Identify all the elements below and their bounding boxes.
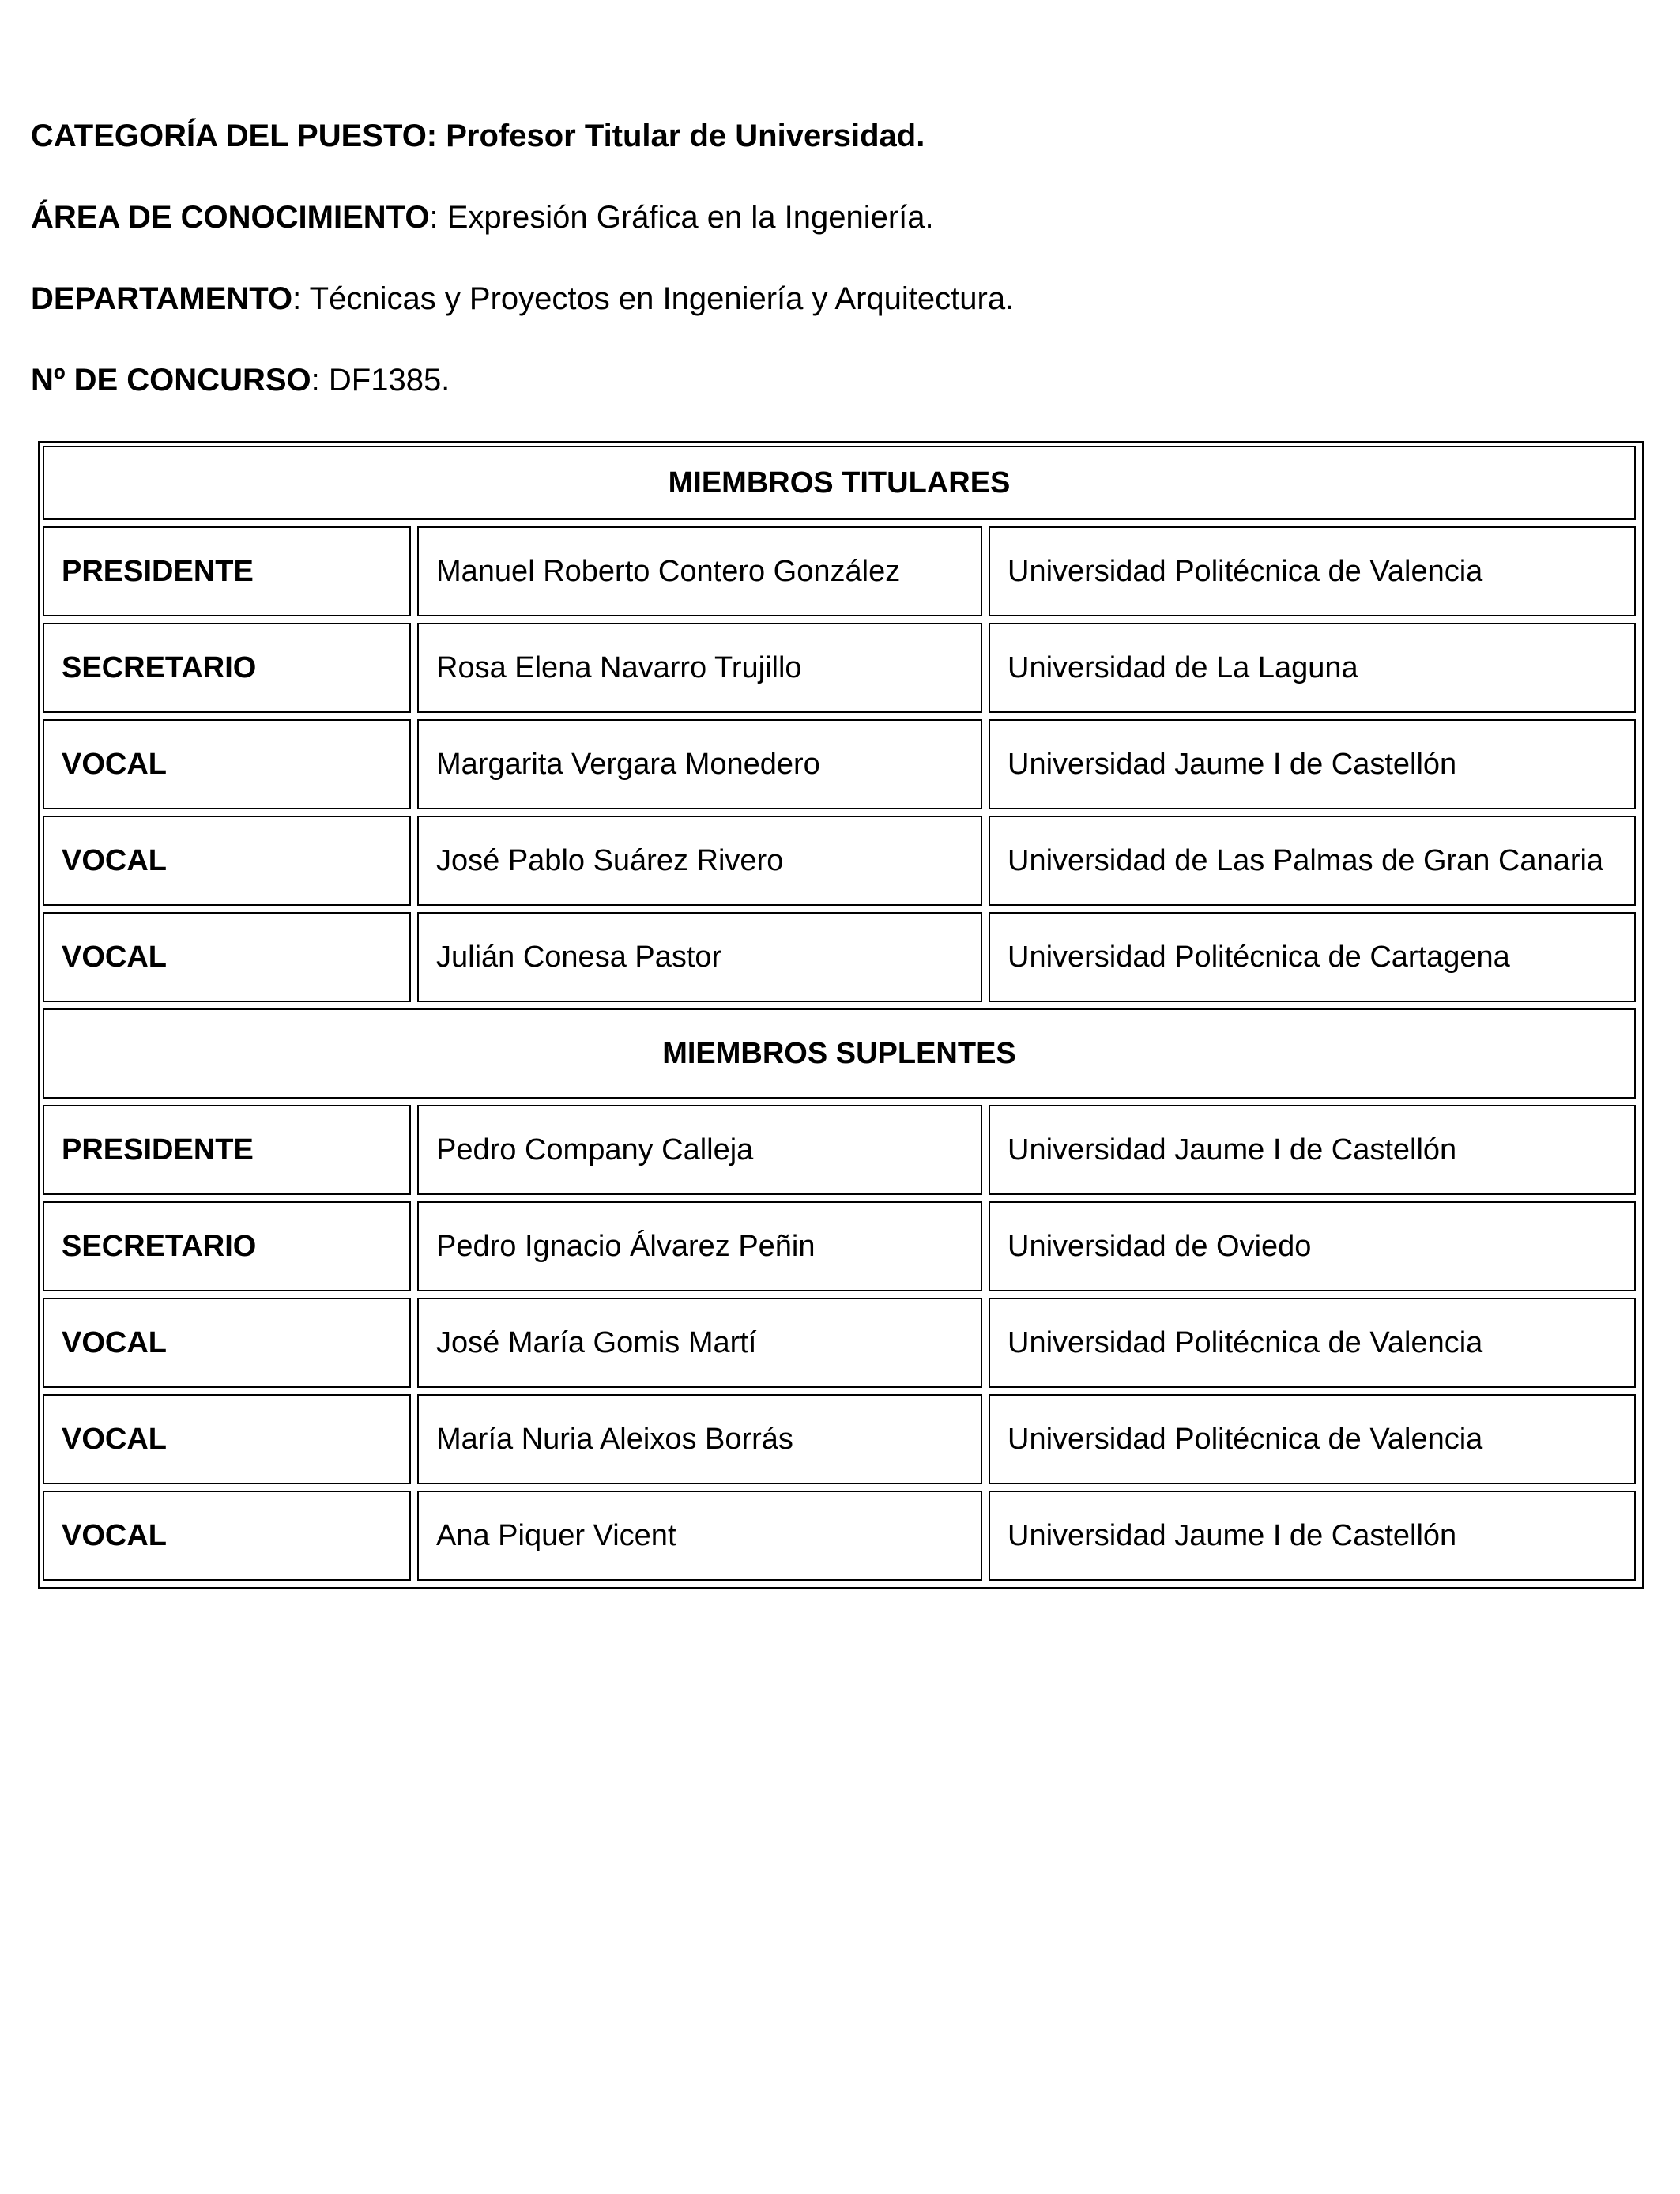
role-cell: VOCAL — [43, 1491, 411, 1581]
role-cell: VOCAL — [43, 816, 411, 906]
role-cell: VOCAL — [43, 1298, 411, 1388]
university-cell: Universidad de Las Palmas de Gran Canaria — [989, 816, 1636, 906]
university-cell: Universidad Jaume I de Castellón — [989, 1105, 1636, 1195]
university-cell: Universidad Politécnica de Valencia — [989, 1298, 1636, 1388]
name-cell: Rosa Elena Navarro Trujillo — [417, 623, 982, 713]
categoria-line — [31, 117, 925, 155]
committee-table — [36, 439, 1642, 1587]
university-cell: Universidad Politécnica de Cartagena — [989, 912, 1636, 1002]
university-cell: Universidad Jaume I de Castellón — [989, 1491, 1636, 1581]
area-separator: : — [429, 200, 439, 235]
role-cell: SECRETARIO — [43, 623, 411, 713]
name-cell: José María Gomis Martí — [417, 1298, 982, 1388]
university-cell: Universidad Politécnica de Valencia — [989, 1394, 1636, 1484]
area-value: Expresión Gráfica en la Ingeniería. — [438, 200, 934, 235]
name-cell: Manuel Roberto Contero González — [417, 526, 982, 616]
table-row — [43, 912, 1636, 1002]
departamento-label: DEPARTAMENTO — [31, 281, 293, 316]
table-row — [43, 816, 1636, 906]
name-cell: María Nuria Aleixos Borrás — [417, 1394, 982, 1484]
categoria-value: Profesor Titular de Universidad. — [446, 119, 925, 153]
university-cell: Universidad de La Laguna — [989, 623, 1636, 713]
table-row — [43, 1394, 1636, 1484]
committee-table-frame — [38, 441, 1644, 1589]
section-row-suplentes — [43, 1008, 1636, 1099]
table-row — [43, 1201, 1636, 1291]
table-row — [43, 623, 1636, 713]
role-cell: VOCAL — [43, 912, 411, 1002]
role-cell: PRESIDENTE — [43, 1105, 411, 1195]
departamento-value: Técnicas y Proyectos en Ingeniería y Arquitectura. — [301, 281, 1015, 316]
table-row — [43, 1491, 1636, 1581]
departamento-separator: : — [292, 281, 302, 316]
section-row-titulares — [43, 446, 1636, 520]
name-cell: Pedro Ignacio Álvarez Peñin — [417, 1201, 982, 1291]
area-label: ÁREA DE CONOCIMIENTO — [31, 200, 430, 235]
university-cell: Universidad Jaume I de Castellón — [989, 719, 1636, 809]
name-cell: Julián Conesa Pastor — [417, 912, 982, 1002]
university-cell: Universidad de Oviedo — [989, 1201, 1636, 1291]
name-cell: Ana Piquer Vicent — [417, 1491, 982, 1581]
concurso-line — [31, 361, 450, 399]
concurso-separator: : — [311, 363, 320, 398]
concurso-label: Nº DE CONCURSO — [31, 363, 311, 398]
role-cell: SECRETARIO — [43, 1201, 411, 1291]
section-heading-titulares: MIEMBROS TITULARES — [43, 446, 1636, 520]
table-row — [43, 1105, 1636, 1195]
name-cell: Pedro Company Calleja — [417, 1105, 982, 1195]
role-cell: VOCAL — [43, 719, 411, 809]
university-cell: Universidad Politécnica de Valencia — [989, 526, 1636, 616]
table-row — [43, 1298, 1636, 1388]
name-cell: José Pablo Suárez Rivero — [417, 816, 982, 906]
table-row — [43, 719, 1636, 809]
role-cell: PRESIDENTE — [43, 526, 411, 616]
section-heading-suplentes: MIEMBROS SUPLENTES — [43, 1008, 1636, 1099]
area-line — [31, 198, 934, 236]
name-cell: Margarita Vergara Monedero — [417, 719, 982, 809]
departamento-line — [31, 280, 1014, 318]
concurso-value: DF1385. — [319, 363, 450, 398]
table-row — [43, 526, 1636, 616]
categoria-label: CATEGORÍA DEL PUESTO: — [31, 119, 438, 153]
role-cell: VOCAL — [43, 1394, 411, 1484]
